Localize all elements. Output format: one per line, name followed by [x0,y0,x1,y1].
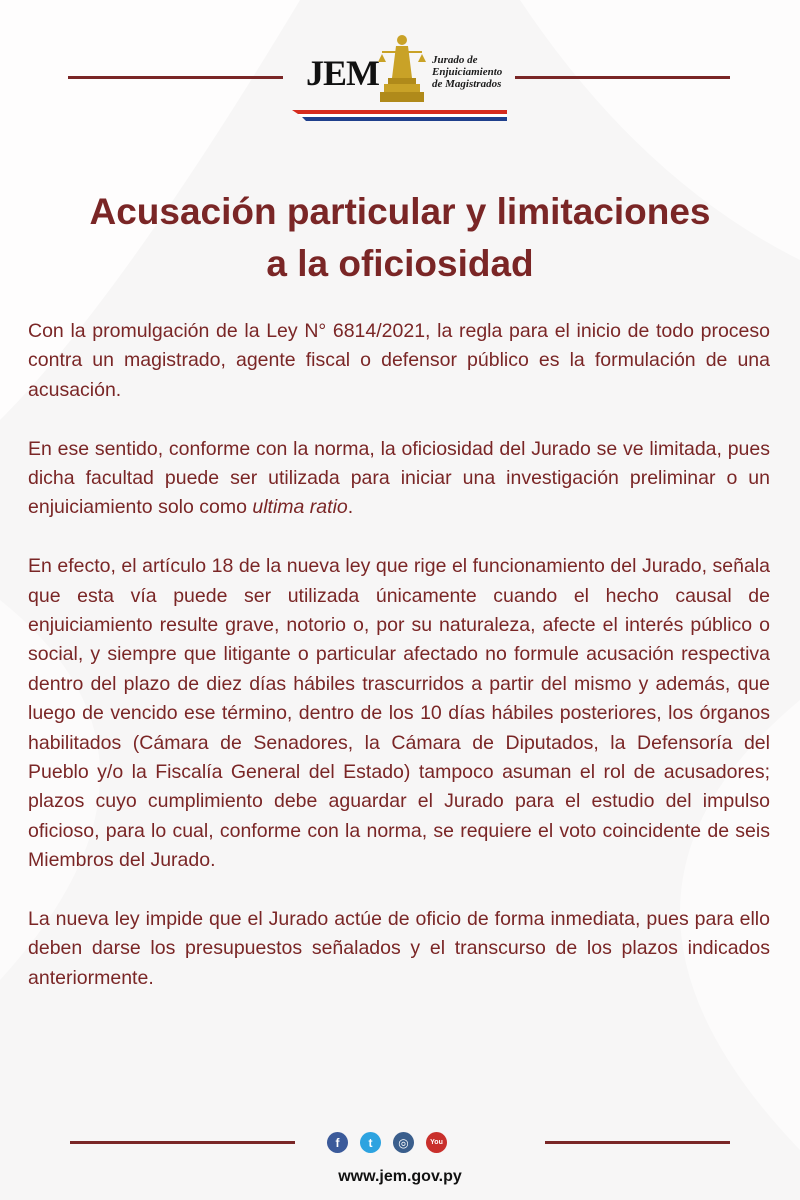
youtube-icon[interactable]: You [426,1132,447,1153]
title-line-1: Acusación particular y limitaciones [89,191,711,232]
paragraph-2-text: En ese sentido, conforme con la norma, la oficiosidad del Jurado se ve limitada, pues dicha facultad puede ser utilizada para iniciar una investigación preliminar o un enjuiciamiento solo como [28,437,770,519]
bottom-right-rule [545,1141,730,1144]
logo-acronym: JEM [306,53,379,93]
paragraph-2-end: . [347,496,354,519]
logo-line-1: Jurado de [432,54,478,66]
paragraph-2-italic: ultima ratio [252,496,348,519]
page-title [20,186,780,290]
logo-line-3: de Magistrados [432,78,502,90]
facebook-icon[interactable]: f [327,1132,348,1153]
title-line-2: a la oficiosidad [266,243,534,284]
logo-line-2: Enjuiciamiento [432,66,503,78]
paragraph-3: En efecto, el artículo 18 de la nueva ley que rige el funcionamiento del Jurado, señala que esta vía puede ser utilizada únicamente cuando el hecho causal de enjuiciamiento resulte grave, notorio o, por su naturaleza, afecte el interés público o social, y siempre que litigante o particular afectado no formule acusación respectiva dentro del plazo de diez días hábiles trascurridos a partir del mismo y además, que luego de vencido ese término, dentro de los 10 días hábiles posteriores, los órganos habilitados (Cámara de Senadores, la Cámara de Diputados, la Defensoría del Pueblo y/o la Fiscalía General del Estado) tampoco asuman el rol de acusadores; plazos cuyo cumplimiento debe aguardar el Jurado para el estudio del impulso oficioso, para lo cual, conforme con la norma, se requiere el voto coincidente de seis Miembros del Jurado. [28,555,770,872]
twitter-icon[interactable]: t [360,1132,381,1153]
bottom-left-rule [70,1141,295,1144]
jem-logo [292,30,514,126]
article-body [28,317,770,993]
paragraph-4: La nueva ley impide que el Jurado actúe de oficio de forma inmediata, pues para ello deben darse los presupuestos señalados y el transcurso de los plazos indicados anteriormente. [28,908,770,989]
social-links [327,1132,447,1153]
website-link[interactable]: www.jem.gov.py [338,1168,462,1185]
paragraph-2 [28,435,770,523]
paragraph-1: Con la promulgación de la Ley N° 6814/2021, la regla para el inicio de todo proceso contra un magistrado, agente fiscal o defensor público es la formulación de una acusación. [28,320,770,401]
top-right-rule [515,76,730,79]
justice-statue-icon [374,30,430,114]
flag-stripe [292,110,507,121]
logo-name [432,54,502,90]
top-left-rule [68,76,283,79]
instagram-icon[interactable]: ◎ [393,1132,414,1153]
